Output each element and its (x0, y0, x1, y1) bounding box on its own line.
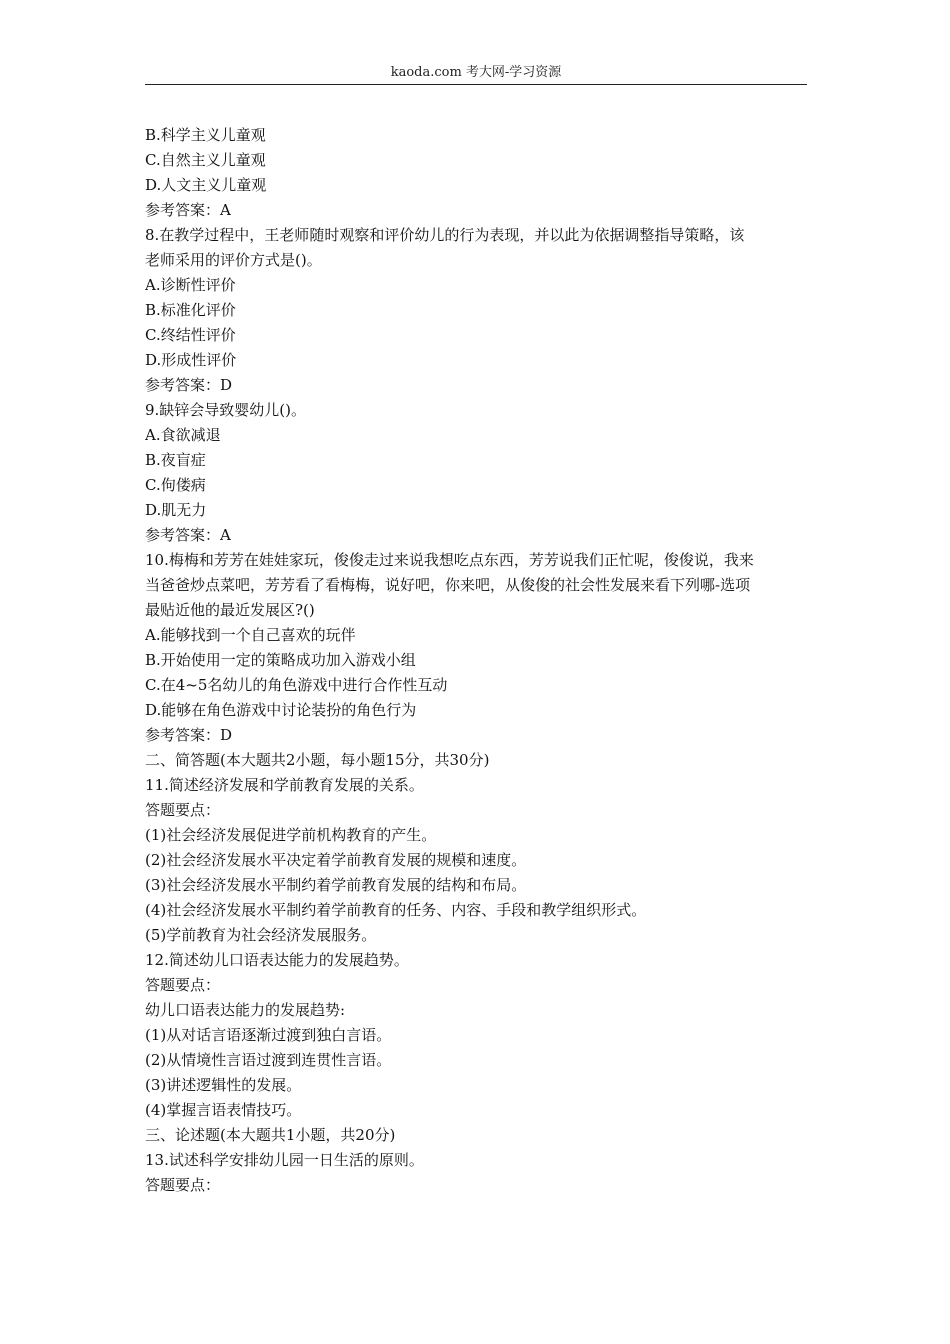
text-line: A.食欲减退 (145, 426, 221, 444)
text-line: A.诊断性评价 (145, 276, 236, 294)
text-line: D.人文主义儿童观 (145, 176, 267, 194)
text-line: 幼儿口语表达能力的发展趋势: (145, 1001, 346, 1019)
text-line: (5)学前教育为社会经济发展服务。 (145, 926, 377, 944)
text-line: 参考答案：D (145, 376, 233, 394)
text-line: (1)社会经济发展促进学前机构教育的产生。 (145, 826, 437, 844)
text-line: 二、简答题(本大题共2小题，每小题15分，共30分) (145, 751, 490, 769)
text-line: (1)从对话言语逐渐过渡到独白言语。 (145, 1026, 392, 1044)
page-header (145, 62, 807, 85)
text-line: B.夜盲症 (145, 451, 206, 469)
document-body (145, 123, 809, 1198)
text-line: (2)社会经济发展水平决定着学前教育发展的规模和速度。 (145, 851, 527, 869)
text-line: 答题要点： (145, 976, 221, 994)
header-text: kaoda.com 考大网-学习资源 (390, 65, 562, 80)
text-line: 答题要点： (145, 1176, 221, 1194)
text-line: 答题要点： (145, 801, 221, 819)
text-line: (3)讲述逻辑性的发展。 (145, 1076, 302, 1094)
text-line: (3)社会经济发展水平制约着学前教育发展的结构和布局。 (145, 876, 527, 894)
text-line: (4)掌握言语表情技巧。 (145, 1101, 302, 1119)
text-line: 12.简述幼儿口语表达能力的发展趋势。 (145, 951, 409, 969)
text-line: A.能够找到一个自己喜欢的玩伴 (145, 626, 356, 644)
text-line: C.自然主义儿童观 (145, 151, 266, 169)
text-line: (4)社会经济发展水平制约着学前教育的任务、内容、手段和教学组织形式。 (145, 901, 647, 919)
text-line: 三、论述题(本大题共1小题，共20分) (145, 1126, 396, 1144)
text-line: 当爸爸炒点菜吧，芳芳看了看梅梅，说好吧，你来吧，从俊俊的社会性发展来看下列哪-选项 (145, 576, 751, 594)
text-line: 11.简述经济发展和学前教育发展的关系。 (145, 776, 424, 794)
text-line: (2)从情境性言语过渡到连贯性言语。 (145, 1051, 392, 1069)
text-line: 8.在教学过程中，王老师随时观察和评价幼儿的行为表现，并以此为依据调整指导策略，该 (145, 226, 745, 244)
text-line: 10.梅梅和芳芳在娃娃家玩，俊俊走过来说我想吃点东西，芳芳说我们正忙呢，俊俊说，我来 (145, 551, 754, 569)
text-line: 参考答案：D (145, 726, 233, 744)
text-line: D.能够在角色游戏中讨论装扮的角色行为 (145, 701, 417, 719)
text-line: 最贴近他的最近发展区?() (145, 601, 315, 619)
text-line: B.开始使用一定的策略成功加入游戏小组 (145, 651, 416, 669)
text-line: 13.试述科学安排幼儿园一日生活的原则。 (145, 1151, 424, 1169)
text-line: 参考答案：A (145, 201, 231, 219)
text-line: 9.缺锌会导致婴幼儿()。 (145, 401, 307, 419)
text-line: C.在4~5名幼儿的角色游戏中进行合作性互动 (145, 676, 448, 694)
text-line: B.科学主义儿童观 (145, 126, 266, 144)
text-line: C.佝偻病 (145, 476, 206, 494)
text-line: D.形成性评价 (145, 351, 237, 369)
text-line: B.标准化评价 (145, 301, 236, 319)
text-line: C.终结性评价 (145, 326, 236, 344)
text-line: 老师采用的评价方式是()。 (145, 251, 322, 269)
text-line: 参考答案：A (145, 526, 231, 544)
text-line: D.肌无力 (145, 501, 207, 519)
